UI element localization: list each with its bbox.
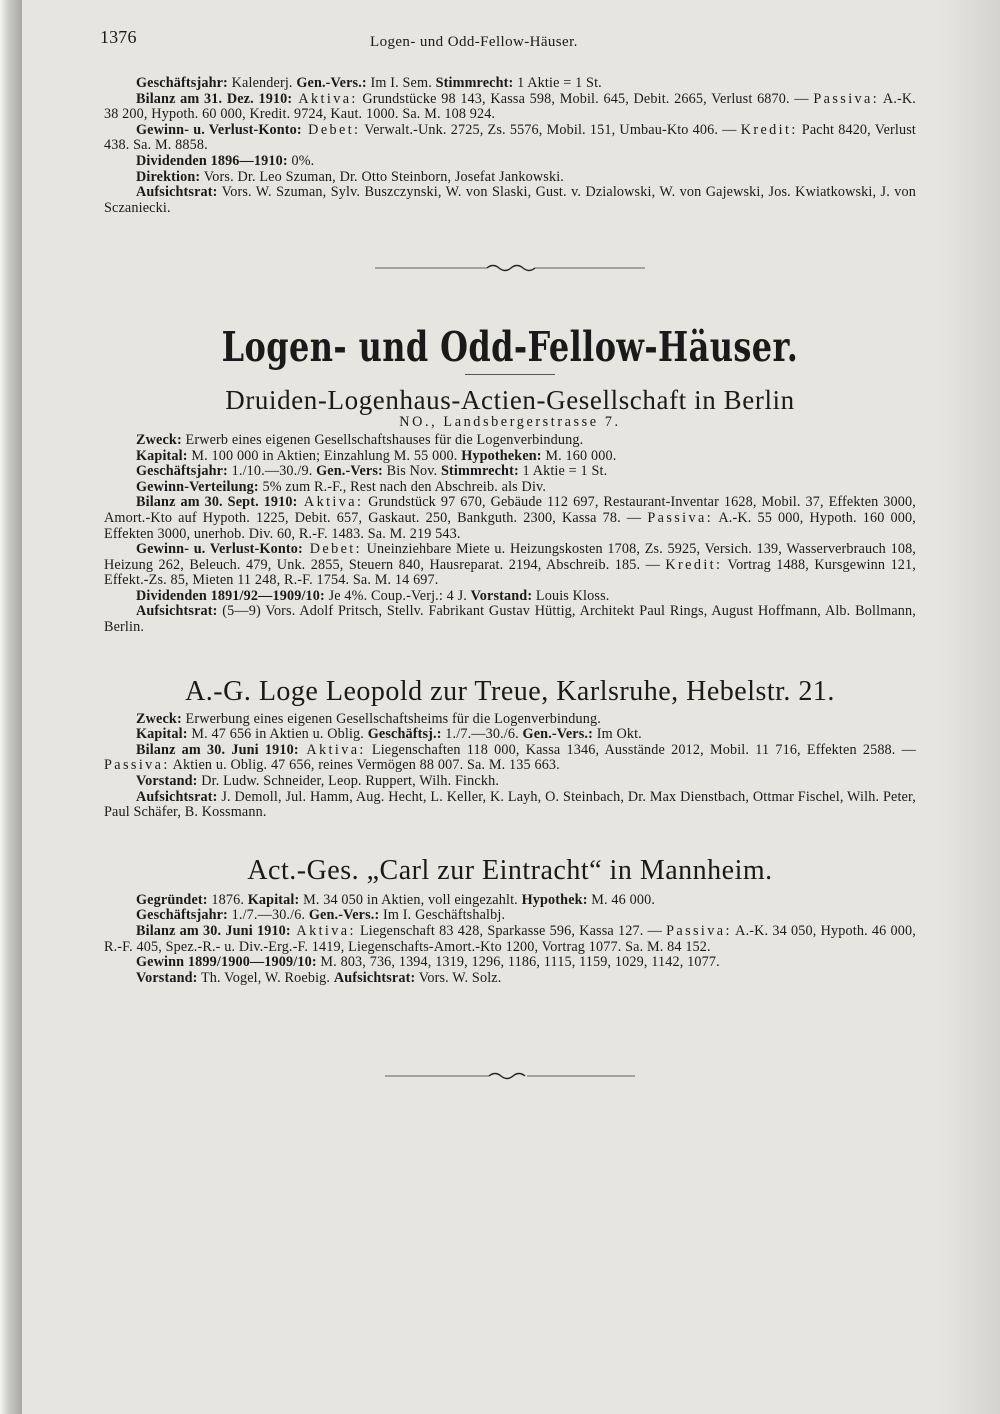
company-title: Act.-Ges. „Carl zur Eintracht“ in Mannheim.: [247, 854, 773, 886]
ornament-icon: [375, 263, 645, 273]
entry-line: Bilanz am 31. Dez. 1910: Aktiva: Grundstücke 98 143, Kassa 598, Mobil. 645, Debit. 2665, Verlust 6870. — Passiva: A.-K. 38 200, Hypoth. 60 000, Kredit. 9724, Kaut. 1000. Sa. M. 108 924.: [104, 90, 916, 123]
entry-line: Vorstand: Dr. Ludw. Schneider, Leop. Ruppert, Wilh. Finckh.: [136, 773, 500, 790]
entry-line: Bilanz am 30. Juni 1910: Aktiva: Liegenschaft 83 428, Sparkasse 596, Kassa 127. — Passiva: A.-K. 34 050, Hypoth. 46 000, R.-F. 405, Spez.-R.- u. Div.-Erg.-F. 1419, Liegenschafts-Amort.-Kto 1200, Vortrag 1077. Sa. M. 84 152.: [104, 923, 916, 955]
page-content: [100, 27, 917, 1132]
entry-line: Geschäftsjahr: 1./10.—30./9. Gen.-Vers: Bis Nov. Stimmrecht: 1 Aktie = 1 St.: [136, 463, 608, 480]
entry-line: Gewinn- u. Verlust-Konto: Debet: Verwalt.-Unk. 2725, Zs. 5576, Mobil. 151, Umbau-Kto 406. — Kredit: Pacht 8420, Verlust 438. Sa. M. 8858.: [104, 121, 916, 154]
entry-line: Bilanz am 30. Juni 1910: Aktiva: Liegenschaften 118 000, Kassa 1346, Ausstände 2012, Mobil. 11 716, Effekten 2588. — Passiva: Aktien u. Oblig. 47 656, reines Vermögen 88 007. Sa. M. 135 663.: [104, 741, 916, 774]
entry-line: Kapital: M. 100 000 in Aktien; Einzahlung M. 55 000. Hypotheken: M. 160 000.: [136, 447, 617, 464]
page-shadow: [940, 0, 1000, 1414]
entry-line: Geschäftsjahr: 1./7.—30./6. Gen.-Vers.: Im I. Geschäftshalbj.: [136, 907, 506, 924]
entry-line: Direktion: Vors. Dr. Leo Szuman, Dr. Otto Steinborn, Josefat Jankowski.: [136, 168, 564, 185]
section-title: Logen- und Odd-Fellow-Häuser.: [221, 323, 799, 372]
entry-line: Kapital: M. 47 656 in Aktien u. Oblig. Geschäftsj.: 1./7.—30./6. Gen.-Vers.: Im Okt.: [136, 726, 642, 743]
entry-line: Dividenden 1896—1910: 0%.: [136, 152, 315, 169]
running-title: Logen- und Odd-Fellow-Häuser.: [370, 34, 578, 50]
title-rule: [465, 374, 555, 375]
entry-line: Gewinn- u. Verlust-Konto: Debet: Uneinziehbare Miete u. Heizungskosten 1708, Zs. 5925, Versich. 139, Wasserverbrauch 108, Heizung 262, Beleuch. 479, Unk. 2855, Steuern 840, Hausreparat. 2194, Abschreib. 185. — Kredit: Vortrag 1488, Kursgewinn 121, Effekt.-Zs. 85, Mieten 11 248, R.-F. 1754. Sa. M. 14 697.: [104, 541, 917, 589]
entry-line: Dividenden 1891/92—1909/10: Je 4%. Coup.-Verj.: 4 J. Vorstand: Louis Kloss.: [136, 587, 610, 604]
entry-line: Gegründet: 1876. Kapital: M. 34 050 in Aktien, voll eingezahlt. Hypothek: M. 46 000.: [136, 891, 656, 908]
entry-druiden: [104, 385, 916, 635]
page-number: 1376: [100, 27, 137, 47]
company-title: Druiden-Logenhaus-Actien-Gesellschaft in Berlin: [225, 385, 795, 416]
ornament-divider-bottom: [104, 1070, 916, 1080]
entry-line: Zweck: Erwerb eines eigenen Gesellschaftshauses für die Logenverbindung.: [136, 431, 584, 448]
ornament-icon: [385, 1071, 635, 1081]
entry-leopold: [104, 676, 916, 821]
company-title: A.-G. Loge Leopold zur Treue, Karlsruhe, Hebelstr. 21.: [185, 675, 835, 707]
entry-line: Aufsichtsrat: J. Demoll, Jul. Hamm, Aug. Hecht, L. Keller, K. Layh, O. Steinbach, Dr. Max Dienstbach, Ottmar Fischel, Wilh. Peter, Paul Schäfer, B. Kossmann.: [104, 788, 916, 821]
entry-line: Zweck: Erwerbung eines eigenen Gesellschaftsheims für die Logenverbindung.: [136, 710, 601, 727]
running-header: [100, 27, 916, 54]
company-address: NO., Landsbergerstrasse 7.: [399, 414, 621, 431]
entry-line: Aufsichtsrat: (5—9) Vors. Adolf Pritsch, Stellv. Fabrikant Gustav Hüttig, Architekt Paul Rings, August Hoffmann, Alb. Bollmann, Berlin.: [104, 603, 916, 636]
entry-line: Gewinn 1899/1900—1909/10: M. 803, 736, 1394, 1319, 1296, 1186, 1115, 1159, 1029, 1142, 1077.: [136, 954, 720, 971]
entry-carl: [104, 855, 916, 987]
entry-line: Bilanz am 30. Sept. 1910: Aktiva: Grundstück 97 670, Gebäude 112 697, Restaurant-Inventar 1628, Mobil. 37, Effekten 3000, Amort.-Kto auf Hypoth. 1225, Debit. 657, Gaskaut. 250, Bankguth. 2300, Kassa 78. — Passiva: A.-K. 55 000, Hypoth. 160 000, Effekten 3000, unerhob. Div. 60, R.-F. 1483. Sa. M. 219 543.: [104, 494, 916, 542]
entry-top: [104, 76, 916, 216]
entry-line: Vorstand: Th. Vogel, W. Roebig. Aufsichtsrat: Vors. W. Solz.: [136, 969, 502, 986]
entry-line: Gewinn-Verteilung: 5% zum R.-F., Rest nach den Abschreib. als Div.: [136, 478, 547, 495]
entry-line: Aufsichtsrat: Vors. W. Szuman, Sylv. Buszczynski, W. von Slaski, Gust. v. Dzialowski, W. von Gajewski, Jos. Kwiatkowski, J. von Sczaniecki.: [104, 184, 916, 216]
entry-line: Geschäftsjahr: Kalenderj. Gen.-Vers.: Im I. Sem. Stimmrecht: 1 Aktie = 1 St.: [136, 75, 602, 91]
page-edge: [0, 0, 22, 1414]
ornament-divider: [104, 262, 916, 272]
